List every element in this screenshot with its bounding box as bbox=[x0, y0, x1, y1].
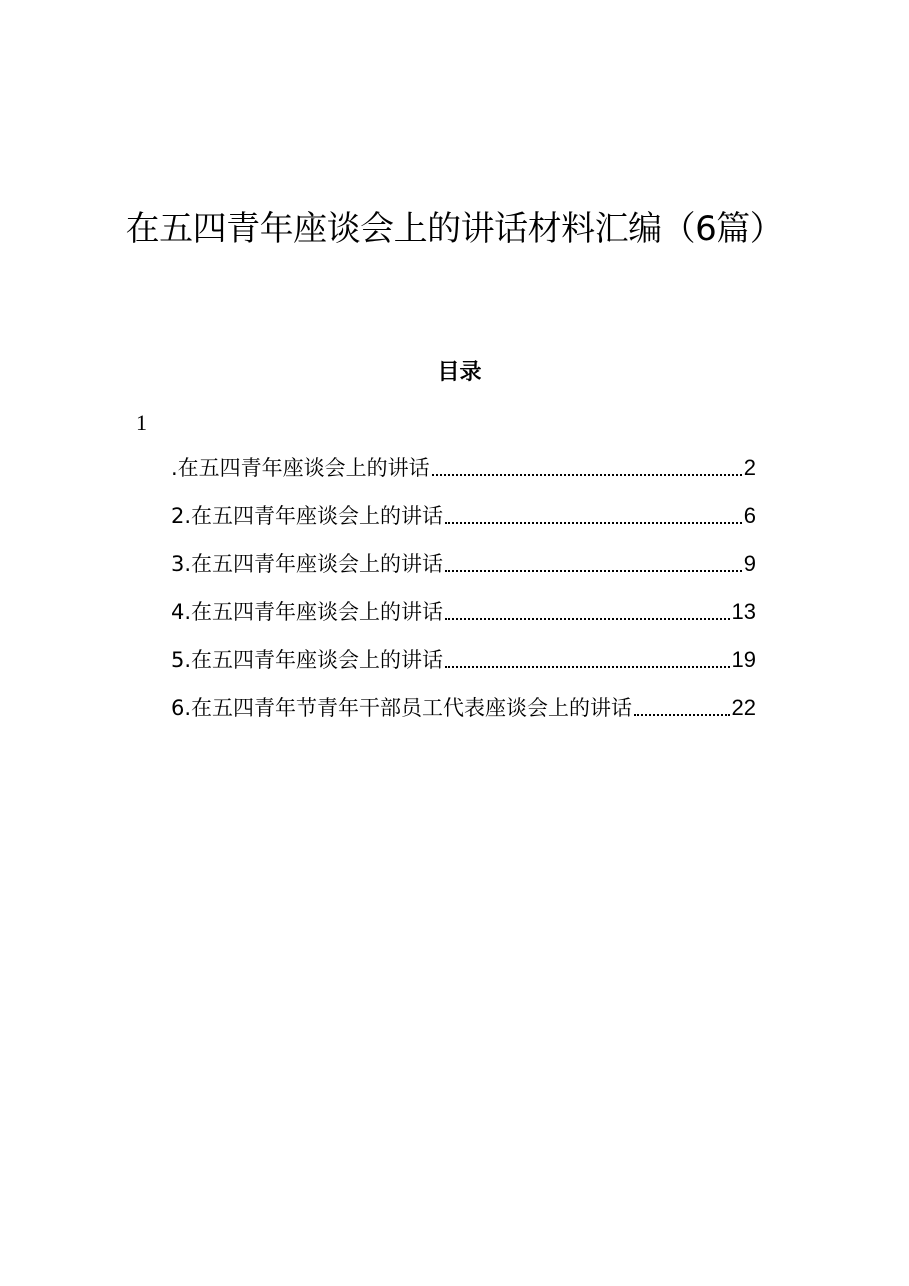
toc-entry-page: 19 bbox=[731, 647, 756, 672]
toc-dot-leader bbox=[445, 570, 742, 572]
toc-section-number: 1 bbox=[136, 410, 147, 435]
toc-entry-2[interactable] bbox=[171, 499, 756, 533]
toc-dot-leader bbox=[634, 714, 729, 716]
toc-dot-leader bbox=[432, 474, 742, 476]
toc-dot-leader bbox=[445, 666, 729, 668]
toc-entry-4[interactable] bbox=[171, 595, 756, 629]
toc-entry-6[interactable] bbox=[171, 691, 756, 725]
toc-entry-title: 5.在五四青年座谈会上的讲话 bbox=[171, 648, 444, 672]
toc-entry-title: .在五四青年座谈会上的讲话 bbox=[171, 456, 430, 480]
toc-entry-page: 22 bbox=[731, 695, 756, 720]
toc-entry-3[interactable] bbox=[171, 547, 756, 581]
toc-entry-title: 3.在五四青年座谈会上的讲话 bbox=[171, 552, 444, 576]
toc-entry-page: 9 bbox=[743, 551, 756, 576]
toc-entry-title: 2.在五四青年座谈会上的讲话 bbox=[171, 504, 444, 528]
toc-entry-5[interactable] bbox=[171, 643, 756, 677]
toc-entry-title: 6.在五四青年节青年干部员工代表座谈会上的讲话 bbox=[171, 696, 633, 720]
document-title: 在五四青年座谈会上的讲话材料汇编（6篇） bbox=[125, 209, 784, 249]
toc-entry-page: 13 bbox=[731, 599, 756, 624]
toc-dot-leader bbox=[445, 618, 729, 620]
toc-entry-1[interactable] bbox=[171, 451, 756, 485]
toc-entry-title: 4.在五四青年座谈会上的讲话 bbox=[171, 600, 444, 624]
toc-heading: 目录 bbox=[437, 359, 482, 385]
toc-entry-page: 6 bbox=[743, 503, 756, 528]
toc-entry-page: 2 bbox=[743, 455, 756, 480]
toc-dot-leader bbox=[445, 522, 742, 524]
